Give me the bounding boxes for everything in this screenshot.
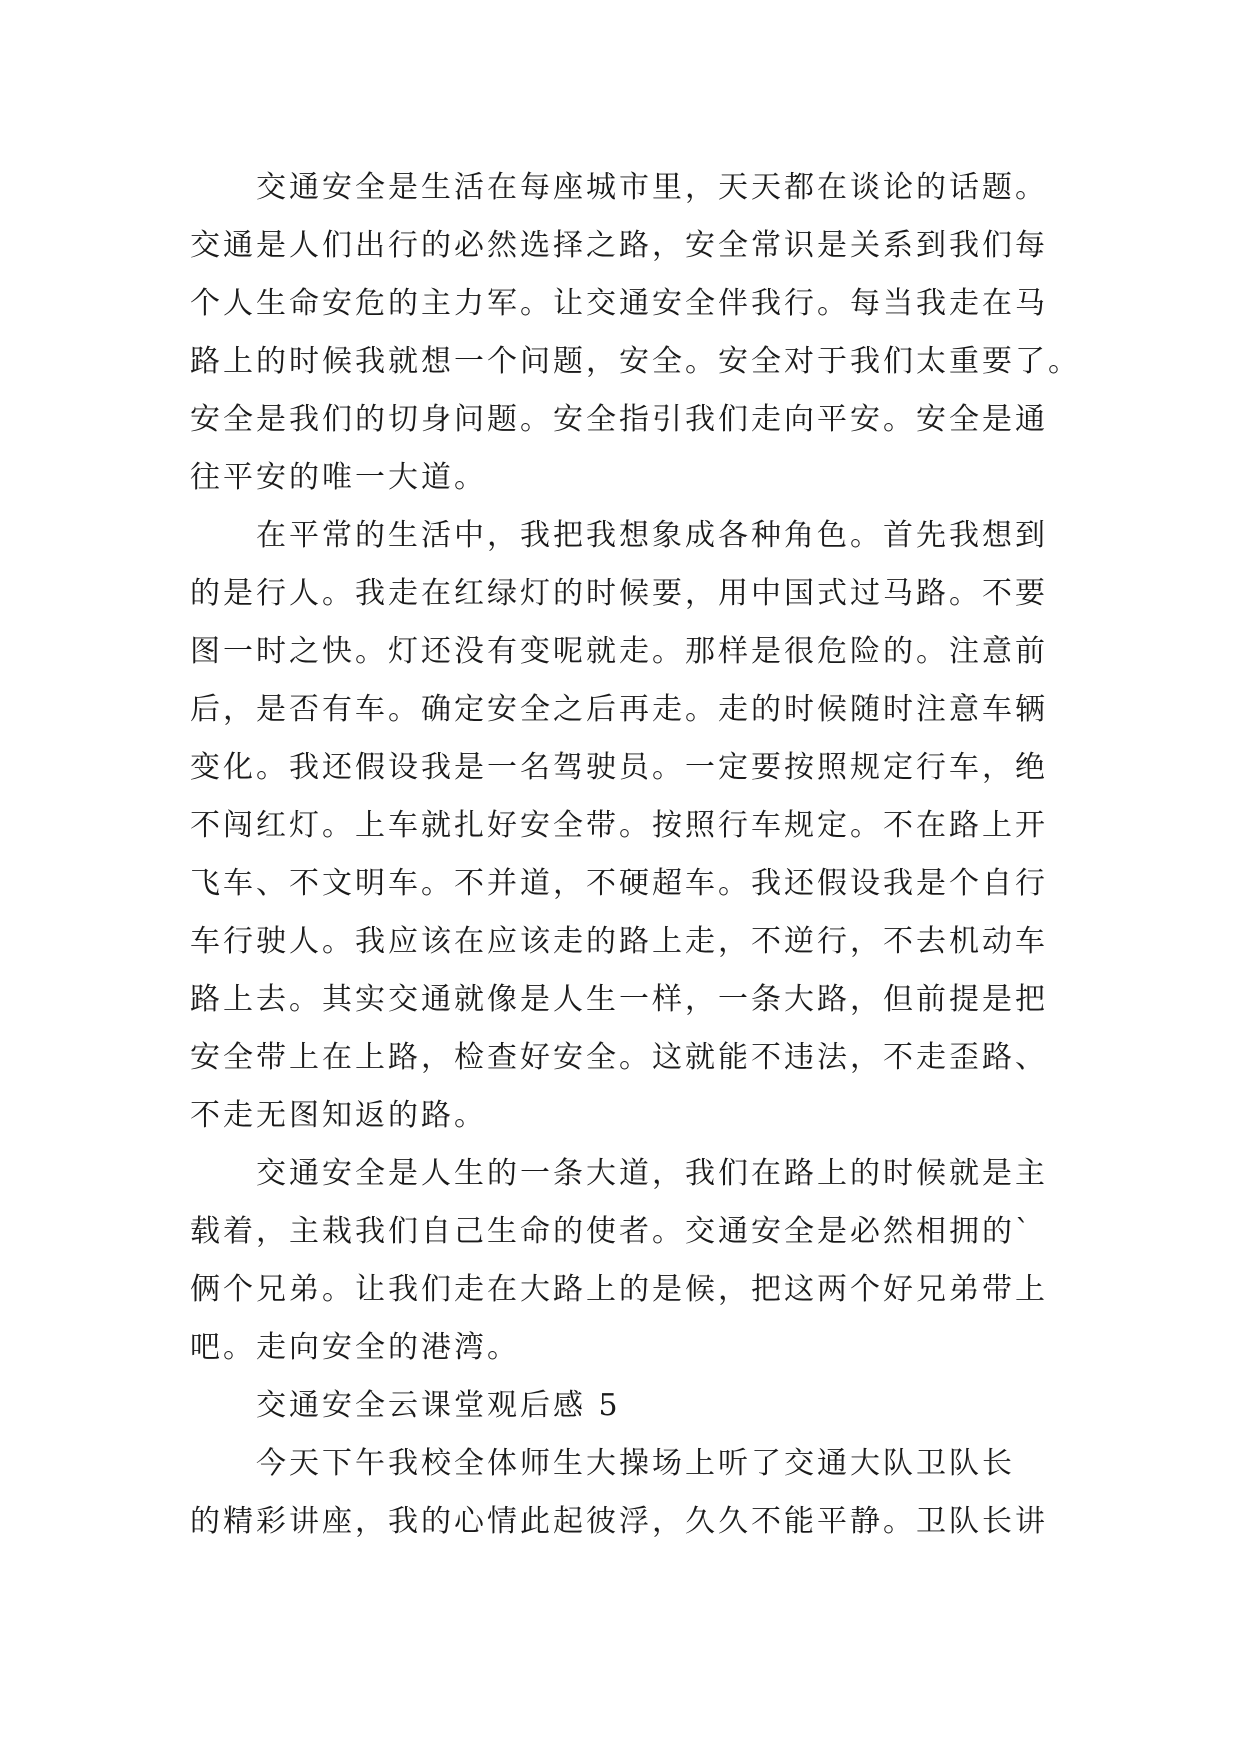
text-line: 的是行人。我走在红绿灯的时候要，用中国式过马路。不要: [190, 576, 1048, 611]
text-line: 图一时之快。灯还没有变呢就走。那样是很危险的。注意前: [190, 634, 1048, 669]
text-line: 吧。走向安全的港湾。: [190, 1330, 520, 1365]
text-line: 飞车、不文明车。不并道，不硬超车。我还假设我是个自行: [190, 866, 1048, 901]
text-line: 不闯红灯。上车就扎好安全带。按照行车规定。不在路上开: [190, 808, 1048, 843]
text-line: 交通安全是生活在每座城市里，天天都在谈论的话题。: [256, 170, 1048, 205]
text-line: 往平安的唯一大道。: [190, 460, 487, 495]
text-line: 不走无图知返的路。: [190, 1098, 487, 1133]
text-line: 交通安全是人生的一条大道，我们在路上的时候就是主: [256, 1156, 1048, 1191]
text-line: 交通安全云课堂观后感 5: [256, 1388, 621, 1423]
text-line: 安全带上在上路，检查好安全。这就能不违法，不走歪路、: [190, 1040, 1048, 1075]
text-line: 俩个兄弟。让我们走在大路上的是候，把这两个好兄弟带上: [190, 1272, 1048, 1307]
text-line: 交通是人们出行的必然选择之路，安全常识是关系到我们每: [190, 228, 1048, 263]
text-line: 个人生命安危的主力军。让交通安全伴我行。每当我走在马: [190, 286, 1048, 321]
text-line: 载着，主栽我们自己生命的使者。交通安全是必然相拥的`: [190, 1214, 1033, 1249]
text-line: 路上去。其实交通就像是人生一样，一条大路，但前提是把: [190, 982, 1048, 1017]
text-line: 路上的时候我就想一个问题，安全。安全对于我们太重要了。: [190, 344, 1081, 379]
document-body: [190, 159, 1081, 1551]
text-line: 今天下午我校全体师生大操场上听了交通大队卫队长: [256, 1446, 1015, 1481]
text-line: 安全是我们的切身问题。安全指引我们走向平安。安全是通: [190, 402, 1048, 437]
text-line: 的精彩讲座，我的心情此起彼浮，久久不能平静。卫队长讲: [190, 1504, 1048, 1539]
text-line: 变化。我还假设我是一名驾驶员。一定要按照规定行车，绝: [190, 750, 1048, 785]
text-line: 车行驶人。我应该在应该走的路上走，不逆行，不去机动车: [190, 924, 1048, 959]
text-line: 后，是否有车。确定安全之后再走。走的时候随时注意车辆: [190, 692, 1048, 727]
text-line: 在平常的生活中，我把我想象成各种角色。首先我想到: [256, 518, 1048, 553]
